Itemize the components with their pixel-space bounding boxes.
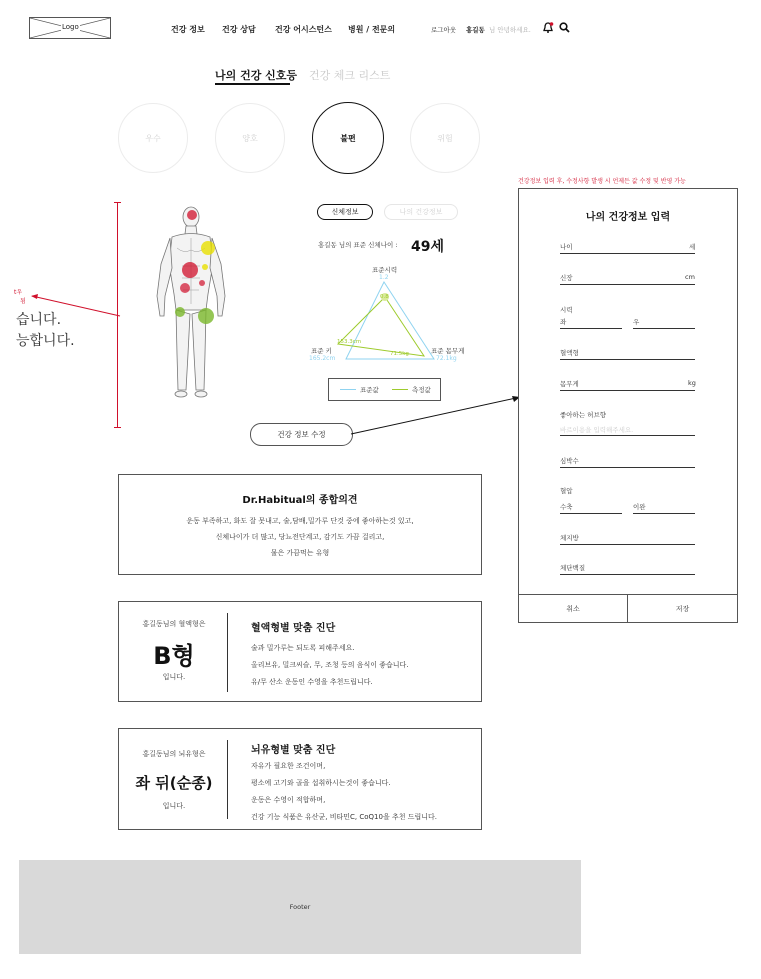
opinion-line-1: 운동 부족하고, 화도 잘 못내고, 술,담배,밀가루 단것 중에 좋아하는것 있고, — [186, 517, 414, 525]
form-title: 나의 건강정보 입력 — [585, 212, 671, 223]
herb-label: 좋아하는 허브향 — [560, 411, 607, 419]
legend-measured-label: 측정값 — [412, 386, 431, 394]
tab-health-signal[interactable]: 나의 건강 신호등 — [215, 69, 298, 82]
body-protein-field[interactable] — [560, 574, 695, 575]
herb-field[interactable] — [560, 435, 695, 436]
radar-measured-right: 71.5kg — [390, 351, 409, 357]
edit-to-form-arrow — [350, 394, 522, 436]
cancel-button-label: 취소 — [566, 604, 580, 613]
bp-dia-label: 이완 — [633, 503, 646, 511]
brain-line-2: 평소에 고기와 골을 섭취하시는것이 좋습니다. — [251, 779, 391, 787]
brain-line-1: 자유가 필요한 조건이며, — [251, 762, 326, 770]
opinion-title: Dr.Habitual의 종합의견 — [242, 495, 358, 506]
user-name: 홍길동 — [466, 26, 485, 34]
radar-top-label: 표준시력 — [372, 266, 398, 274]
blood-type-field[interactable] — [560, 359, 695, 360]
footer-label: Footer — [289, 903, 311, 911]
footer — [19, 860, 581, 954]
weight-label: 몸무게 — [560, 380, 579, 388]
legend-standard-line — [340, 389, 356, 390]
nav-item-health-assistance[interactable]: 건강 어시스턴스 — [275, 25, 332, 34]
pulse-field[interactable] — [560, 467, 695, 468]
brain-line-3: 운동은 수영이 적합하며, — [251, 796, 326, 804]
annotation-bracket-top — [114, 202, 121, 203]
blood-subtitle: 홍길동님의 혈액형은 — [142, 620, 206, 628]
opinion-line-3: 물은 가끔먹는 유형 — [270, 549, 330, 557]
health-input-form — [518, 188, 738, 623]
brain-value: 좌 뒤(순종) — [135, 774, 213, 792]
age-unit: 세 — [689, 243, 696, 251]
radar-measured-left: 153.3cm — [337, 339, 362, 345]
blood-suffix: 입니다. — [162, 673, 186, 681]
annotation-bracket — [117, 202, 118, 428]
cancel-button[interactable] — [519, 595, 627, 622]
brain-subtitle: 홍길동님의 뇌유형은 — [142, 750, 206, 758]
vision-left-field[interactable] — [560, 328, 622, 329]
age-label: 나이 — [560, 243, 573, 251]
signal-danger[interactable] — [410, 103, 480, 173]
radar-top-value: 1.2 — [379, 274, 389, 281]
weight-unit: kg — [688, 379, 696, 387]
vision-left-label: 좌 — [560, 318, 567, 326]
signal-good-label: 양호 — [242, 133, 258, 143]
user-greeting: 님 안녕하세요. — [489, 26, 531, 34]
signal-uncomfortable-label: 불편 — [340, 133, 356, 143]
weight-field[interactable] — [560, 390, 695, 391]
body-age-value: 49세 — [411, 239, 445, 255]
vision-right-field[interactable] — [633, 328, 695, 329]
blood-line-2: 올리브유, 밀크씨슬, 무, 조청 등의 음식이 좋습니다. — [251, 661, 409, 669]
side-note-red-2: 됨 — [20, 298, 26, 305]
nav-item-hospital[interactable]: 병원 / 전문의 — [348, 25, 396, 34]
radar-left-value: 165.2cm — [309, 355, 336, 362]
brain-type-card — [118, 728, 482, 830]
pulse-label: 심박수 — [560, 457, 579, 465]
annotation-bracket-bottom — [114, 427, 121, 428]
bp-sys-label: 수축 — [560, 503, 573, 511]
radar-measured-top: 0.8 — [380, 294, 389, 300]
bp-label: 혈압 — [560, 487, 573, 495]
radar-right-label: 표준 몸무게 — [431, 347, 465, 355]
pill-my-health-info[interactable] — [384, 204, 458, 220]
side-note-line-1: 습니다. — [16, 312, 62, 328]
logo-text: Logo — [62, 23, 79, 31]
opinion-line-2: 신체나이가 더 많고, 당뇨전단계고, 감기도 가끔 걸리고, — [215, 533, 385, 541]
nav-item-health-consult[interactable]: 건강 상담 — [222, 25, 256, 34]
brain-suffix: 입니다. — [162, 802, 186, 810]
legend-standard-label: 표준값 — [360, 386, 379, 394]
pill-body-info[interactable] — [317, 204, 373, 220]
search-icon[interactable] — [559, 22, 570, 33]
pill-body-info-label: 신체정보 — [331, 208, 359, 216]
blood-title: 혈액형별 맞춤 진단 — [251, 623, 336, 634]
blood-line-1: 술과 밀가루는 되도록 피해주세요. — [251, 644, 355, 652]
body-fat-label: 체지방 — [560, 534, 579, 542]
vision-right-label: 우 — [633, 318, 640, 326]
brain-line-4: 건강 기능 식품은 유산균, 비타민C, CoQ10을 추천 드립니다. — [251, 813, 437, 821]
human-body-figure — [150, 204, 230, 400]
blood-type-card — [118, 601, 482, 702]
tab-active-underline — [215, 83, 290, 85]
height-unit: cm — [685, 273, 695, 281]
edit-health-info-button[interactable] — [250, 423, 353, 446]
blood-value: B형 — [153, 642, 195, 670]
age-field[interactable] — [560, 253, 695, 254]
herb-input[interactable]: 바르이용을 입력해주세요. — [560, 426, 634, 434]
signal-danger-label: 위험 — [437, 133, 453, 143]
blood-line-3: 유/무 산소 운동인 수영을 추천드립니다. — [251, 678, 373, 686]
notification-bell-icon[interactable] — [542, 22, 554, 34]
save-button-label: 저장 — [675, 604, 690, 613]
body-protein-label: 체단백질 — [560, 564, 586, 572]
radar-left-label: 표준 키 — [311, 347, 332, 355]
brain-title: 뇌유형별 맞춤 진단 — [251, 745, 336, 756]
signal-excellent[interactable] — [118, 103, 188, 173]
nav-item-health-info[interactable]: 건강 정보 — [171, 25, 205, 34]
radar-chart — [330, 279, 442, 363]
radar-right-value: 72.1kg — [436, 355, 457, 362]
form-note: 건강정보 입력 후, 수정사항 발생 시 언제든 값 수정 및 반영 가능 — [518, 178, 686, 185]
body-age-text: 홍길동 님의 표준 신체나이 : — [318, 241, 398, 249]
brain-divider — [227, 740, 228, 819]
logo[interactable] — [29, 17, 111, 39]
tab-health-checklist[interactable]: 건강 체크 리스트 — [309, 69, 391, 82]
height-field[interactable] — [560, 284, 695, 285]
signal-uncomfortable[interactable] — [312, 102, 384, 174]
blood-type-label: 혈액형 — [560, 349, 579, 357]
opinion-card — [118, 474, 482, 575]
signal-excellent-label: 우수 — [145, 133, 161, 143]
edit-health-info-label: 건강 정보 수정 — [277, 430, 326, 439]
bp-dia-field[interactable] — [633, 513, 695, 514]
logout-link[interactable]: 로그아웃 — [431, 26, 457, 34]
side-note-line-2: 능합니다. — [16, 333, 75, 349]
bp-sys-field[interactable] — [560, 513, 622, 514]
save-button[interactable] — [628, 595, 737, 622]
body-fat-field[interactable] — [560, 544, 695, 545]
vision-label: 시력 — [560, 306, 573, 314]
legend-measured-line — [392, 389, 408, 390]
pill-my-health-info-label: 나의 건강정보 — [399, 208, 443, 216]
signal-good[interactable] — [215, 103, 285, 173]
height-label: 신장 — [560, 274, 573, 282]
side-note-red-1: t우 — [14, 289, 23, 296]
blood-divider — [227, 613, 228, 692]
